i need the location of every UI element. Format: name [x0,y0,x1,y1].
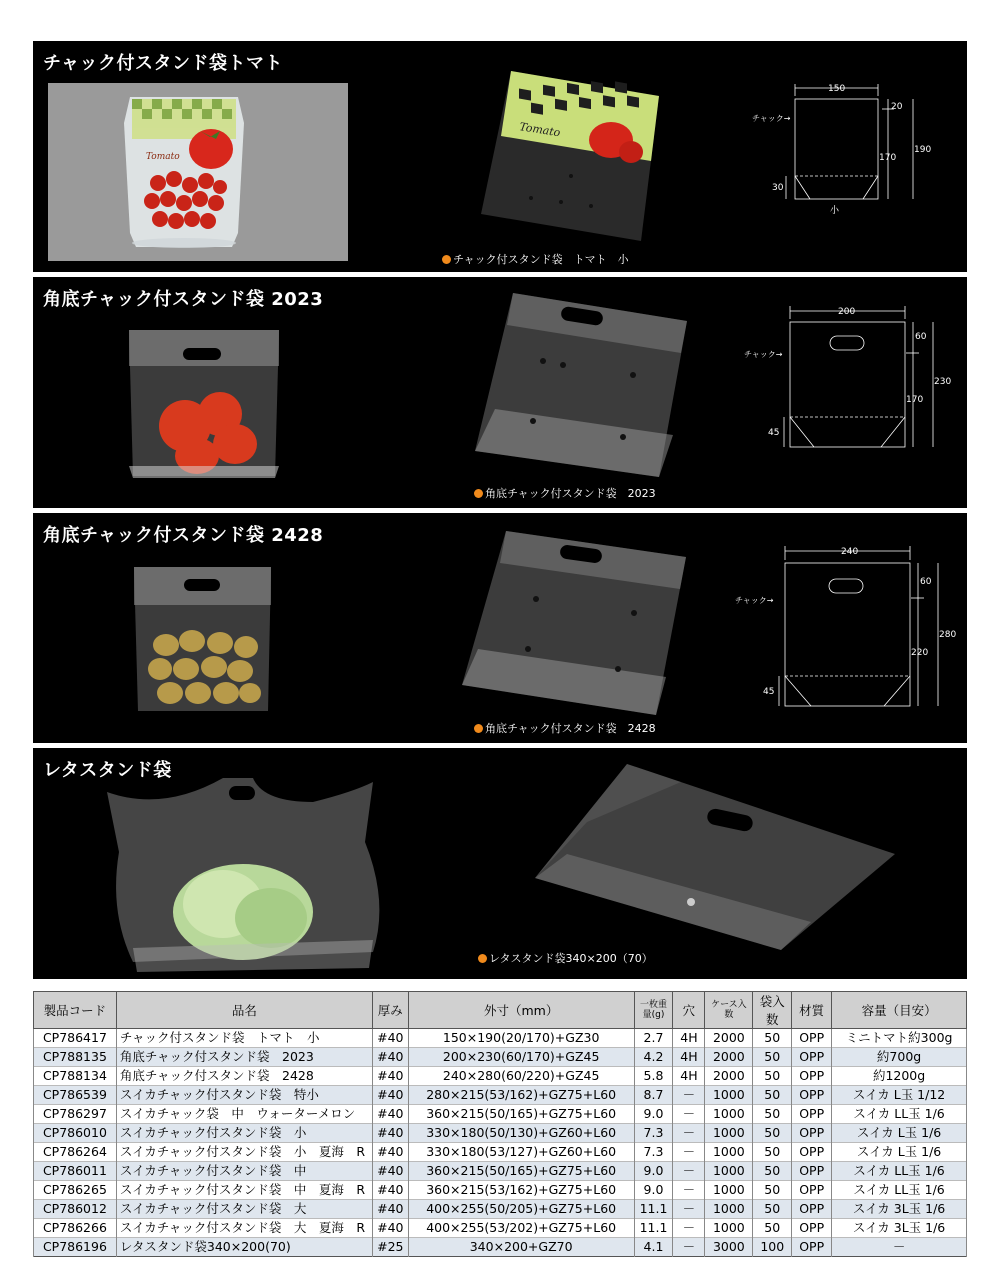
table-cell: 100 [753,1238,792,1257]
table-cell: CP786264 [34,1143,117,1162]
table-cell: CP788134 [34,1067,117,1086]
zipper-label: チャック→ [744,350,783,359]
dim-mid: 220 [911,648,929,658]
table-cell: スイカチャック付スタンド袋 大 夏海 R [116,1219,372,1238]
table-cell: 360×215(50/165)+GZ75+L60 [408,1105,634,1124]
table-cell: 1000 [705,1162,753,1181]
table-cell: OPP [792,1143,832,1162]
table-row [34,1105,967,1124]
table-cell: #40 [372,1143,408,1162]
tomato-bag-photo [48,83,348,261]
table-cell: 50 [753,1067,792,1086]
table-cell: スイカ LL玉 1/6 [832,1105,967,1124]
table-cell: #40 [372,1086,408,1105]
table-cell: 50 [753,1143,792,1162]
col-header-material: 材質 [792,992,832,1029]
table-cell: OPP [792,1029,832,1048]
col-header-size: 外寸（mm） [408,992,634,1029]
table-cell: CP786297 [34,1105,117,1124]
dim-bottom: 45 [768,428,780,438]
table-cell: － [673,1200,705,1219]
table-cell: CP786539 [34,1086,117,1105]
table-cell: #40 [372,1200,408,1219]
table-cell: OPP [792,1105,832,1124]
table-cell: #40 [372,1181,408,1200]
table-cell: － [673,1219,705,1238]
product-caption: 角底チャック付スタンド袋 2428 [474,720,656,736]
svg-text:Tomato: Tomato [146,152,180,162]
table-cell: 2000 [705,1048,753,1067]
table-cell: #40 [372,1029,408,1048]
col-header-weight: 一枚重量(g) [634,992,673,1029]
table-cell: 360×215(50/165)+GZ75+L60 [408,1162,634,1181]
table-cell: CP786196 [34,1238,117,1257]
table-cell: 9.0 [634,1105,673,1124]
table-cell: － [832,1238,967,1257]
table-cell: CP786012 [34,1200,117,1219]
table-cell: 240×280(60/220)+GZ45 [408,1067,634,1086]
table-cell: 330×180(50/130)+GZ60+L60 [408,1124,634,1143]
table-row [34,1143,967,1162]
product-caption: 角底チャック付スタンド袋 2023 [474,485,656,501]
table-cell: OPP [792,1181,832,1200]
table-cell: 角底チャック付スタンド袋 2428 [116,1067,372,1086]
table-cell: OPP [792,1162,832,1181]
bullet-dot-icon [442,255,451,264]
table-cell: 1000 [705,1124,753,1143]
table-cell: スイカ L玉 1/6 [832,1143,967,1162]
table-cell: 330×180(53/127)+GZ60+L60 [408,1143,634,1162]
size-label: 小 [830,206,840,216]
table-cell: 4H [673,1048,705,1067]
table-cell: ミニトマト約300g [832,1029,967,1048]
table-row [34,1238,967,1257]
table-cell: 1000 [705,1143,753,1162]
table-cell: 角底チャック付スタンド袋 2023 [116,1048,372,1067]
bullet-dot-icon [478,954,487,963]
table-cell: CP786417 [34,1029,117,1048]
spec-table [33,991,967,1257]
table-cell: 200×230(60/170)+GZ45 [408,1048,634,1067]
dim-mid: 170 [879,153,897,163]
table-cell: 2000 [705,1029,753,1048]
table-row [34,1200,967,1219]
table-cell: 9.0 [634,1181,673,1200]
table-cell: OPP [792,1048,832,1067]
table-cell: 3000 [705,1238,753,1257]
dim-total: 230 [934,377,952,387]
dim-top: 20 [891,102,903,112]
zipper-label: チャック→ [735,596,774,605]
table-cell: チャック付スタンド袋 トマト 小 [116,1029,372,1048]
col-header-bag-qty: 袋入数 [753,992,792,1029]
table-cell: － [673,1238,705,1257]
dim-total: 190 [914,145,932,155]
table-cell: － [673,1181,705,1200]
panel-title: レタスタンド袋 [43,760,172,781]
table-cell: OPP [792,1086,832,1105]
table-cell: スイカ L玉 1/6 [832,1124,967,1143]
table-cell: 1000 [705,1105,753,1124]
table-header-row [34,992,967,1029]
table-cell: － [673,1162,705,1181]
table-cell: CP786266 [34,1219,117,1238]
table-cell: 50 [753,1029,792,1048]
dimension-diagram [748,76,948,256]
table-cell: 400×255(53/202)+GZ75+L60 [408,1219,634,1238]
table-cell: スイカチャック付スタンド袋 小 夏海 R [116,1143,372,1162]
dim-top: 60 [920,577,932,587]
dimension-diagram [733,541,958,721]
table-cell: レタスタンド袋340×200(70) [116,1238,372,1257]
table-cell: スイカチャック付スタンド袋 小 [116,1124,372,1143]
panel-title: チャック付スタンド袋トマト [43,53,283,74]
table-cell: スイカ LL玉 1/6 [832,1162,967,1181]
table-cell: 7.3 [634,1124,673,1143]
table-row [34,1219,967,1238]
table-cell: 50 [753,1048,792,1067]
product-panel-tomato [33,41,967,272]
table-cell: 11.1 [634,1200,673,1219]
table-cell: 4H [673,1029,705,1048]
dim-width: 150 [828,84,846,94]
product-caption: レタスタンド袋340×200（70） [478,950,653,966]
table-cell: 1000 [705,1086,753,1105]
table-row [34,1048,967,1067]
table-cell: 150×190(20/170)+GZ30 [408,1029,634,1048]
col-header-name: 品名 [116,992,372,1029]
product-panel-2023 [33,277,967,508]
table-cell: #40 [372,1162,408,1181]
table-cell: 4.2 [634,1048,673,1067]
table-cell: 9.0 [634,1162,673,1181]
table-cell: 7.3 [634,1143,673,1162]
product-caption: チャック付スタンド袋 トマト 小 [442,251,629,267]
table-cell: スイカ L玉 1/12 [832,1086,967,1105]
panel-title: 角底チャック付スタンド袋 2428 [43,525,324,546]
table-cell: #40 [372,1105,408,1124]
table-cell: 2.7 [634,1029,673,1048]
dim-width: 200 [838,307,856,317]
potato-2428-bag-photo [130,565,275,715]
table-cell: 400×255(50/205)+GZ75+L60 [408,1200,634,1219]
table-cell: OPP [792,1238,832,1257]
bullet-dot-icon [474,489,483,498]
table-cell: 11.1 [634,1219,673,1238]
table-cell: 340×200+GZ70 [408,1238,634,1257]
table-cell: 5.8 [634,1067,673,1086]
col-header-capacity: 容量（目安） [832,992,967,1029]
table-cell: 50 [753,1219,792,1238]
zipper-label: チャック→ [752,114,791,123]
table-cell: 280×215(53/162)+GZ75+L60 [408,1086,634,1105]
bag-2023-flat-photo [473,291,693,479]
tomato-bag-flat-photo [471,66,671,246]
table-cell: － [673,1086,705,1105]
dim-total: 280 [939,630,957,640]
dimension-diagram [738,302,958,482]
table-cell: 50 [753,1124,792,1143]
product-panel-lettuce [33,748,967,979]
col-header-holes: 穴 [673,992,705,1029]
table-cell: スイカチャック付スタンド袋 中 夏海 R [116,1181,372,1200]
table-row [34,1067,967,1086]
table-cell: 1000 [705,1200,753,1219]
table-cell: 約1200g [832,1067,967,1086]
table-cell: － [673,1124,705,1143]
table-cell: 4.1 [634,1238,673,1257]
table-cell: － [673,1105,705,1124]
table-cell: 50 [753,1162,792,1181]
dim-width: 240 [841,547,859,557]
tomato-2023-bag-photo [125,326,285,486]
table-cell: 360×215(53/162)+GZ75+L60 [408,1181,634,1200]
table-cell: スイカ 3L玉 1/6 [832,1219,967,1238]
table-cell: CP786011 [34,1162,117,1181]
table-cell: CP788135 [34,1048,117,1067]
col-header-thickness: 厚み [372,992,408,1029]
table-cell: 50 [753,1086,792,1105]
table-cell: OPP [792,1200,832,1219]
table-cell: CP786265 [34,1181,117,1200]
table-cell: CP786010 [34,1124,117,1143]
table-cell: スイカ LL玉 1/6 [832,1181,967,1200]
table-cell: スイカチャック付スタンド袋 中 [116,1162,372,1181]
table-cell: #40 [372,1048,408,1067]
table-cell: #40 [372,1124,408,1143]
table-cell: 50 [753,1105,792,1124]
table-cell: 4H [673,1067,705,1086]
table-cell: － [673,1143,705,1162]
dim-bottom: 45 [763,687,775,697]
table-row [34,1124,967,1143]
table-row [34,1029,967,1048]
col-header-case-qty: ケース入数 [705,992,753,1029]
svg-text:Tomato: Tomato [518,120,562,140]
col-header-code: 製品コード [34,992,117,1029]
table-cell: 1000 [705,1181,753,1200]
table-cell: #40 [372,1067,408,1086]
table-row [34,1086,967,1105]
table-row [34,1181,967,1200]
bullet-dot-icon [474,724,483,733]
table-cell: スイカチャック袋 中 ウォーターメロン [116,1105,372,1124]
table-cell: 50 [753,1181,792,1200]
bag-2428-flat-photo [458,529,693,717]
table-cell: OPP [792,1067,832,1086]
panel-title: 角底チャック付スタンド袋 2023 [43,289,324,310]
table-row [34,1162,967,1181]
dim-mid: 170 [906,395,924,405]
product-panel-2428 [33,513,967,743]
table-cell: スイカチャック付スタンド袋 特小 [116,1086,372,1105]
dim-top: 60 [915,332,927,342]
lettuce-bag-flat-photo [531,762,901,952]
table-cell: #25 [372,1238,408,1257]
lettuce-bag-photo [103,772,393,974]
table-cell: 50 [753,1200,792,1219]
table-cell: #40 [372,1219,408,1238]
table-cell: 1000 [705,1219,753,1238]
table-cell: スイカ 3L玉 1/6 [832,1200,967,1219]
table-cell: 約700g [832,1048,967,1067]
table-cell: スイカチャック付スタンド袋 大 [116,1200,372,1219]
table-cell: OPP [792,1124,832,1143]
dim-bottom: 30 [772,183,784,193]
table-cell: 8.7 [634,1086,673,1105]
table-cell: 2000 [705,1067,753,1086]
table-cell: OPP [792,1219,832,1238]
